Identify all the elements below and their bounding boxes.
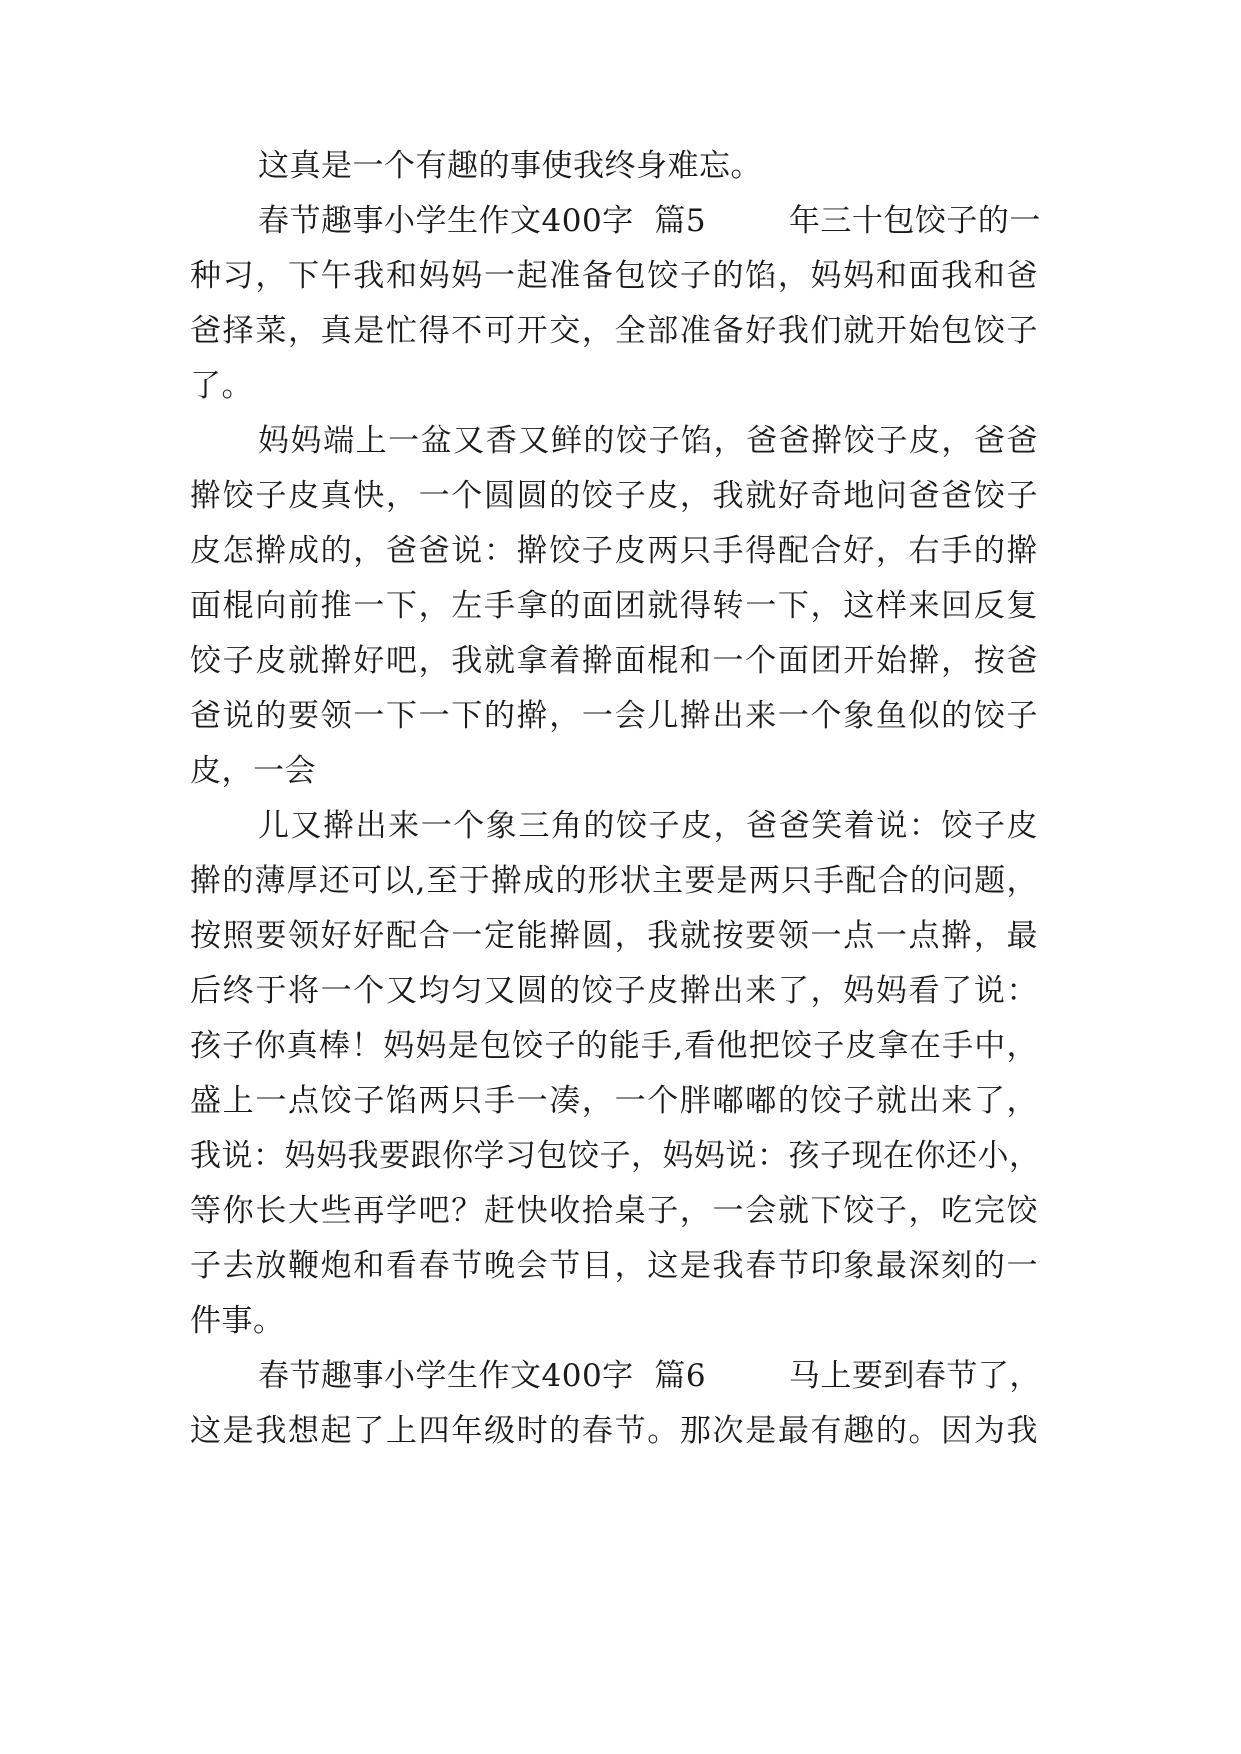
text-line: 皮怎擀成的，爸爸说：擀饺子皮两只手得配合好，右手的擀: [190, 533, 1038, 569]
text-line: 儿又擀出来一个象三角的饺子皮，爸爸笑着说：饺子皮: [258, 808, 1038, 844]
text-line: 爸择菜，真是忙得不可开交，全部准备好我们就开始包饺子: [190, 313, 1038, 349]
text-line: 件事。: [190, 1303, 285, 1339]
text-line: 子去放鞭炮和看春节晚会节目，这是我春节印象最深刻的一: [190, 1248, 1038, 1284]
text-line: 孩子你真棒！妈妈是包饺子的能手,看他把饺子皮拿在手中，: [190, 1028, 1038, 1064]
text-line: 种习，下午我和妈妈一起准备包饺子的馅，妈妈和面我和爸: [190, 258, 1038, 294]
text-line: 爸说的要领一下一下的擀，一会儿擀出来一个象鱼似的饺子: [190, 698, 1038, 734]
text-line: 面棍向前推一下，左手拿的面团就得转一下，这样来回反复: [190, 588, 1038, 624]
text-line: 我说：妈妈我要跟你学习包饺子，妈妈说：孩子现在你还小，: [190, 1138, 1041, 1174]
text-line: 按照要领好好配合一定能擀圆，我就按要领一点一点擀，最: [190, 918, 1038, 954]
text-line: 擀饺子皮真快，一个圆圆的饺子皮，我就好奇地问爸爸饺子: [190, 478, 1038, 514]
text-line: 皮，一会: [190, 753, 316, 789]
text-line: 等你长大些再学吧？赶快收拾桌子，一会就下饺子，吃完饺: [190, 1193, 1038, 1229]
text-line: 后终于将一个又均匀又圆的饺子皮擀出来了，妈妈看了说：: [190, 973, 1038, 1009]
text-line: 这真是一个有趣的事使我终身难忘。: [258, 148, 762, 184]
text-line: 春节趣事小学生作文400字 篇6 马上要到春节了，: [258, 1358, 1041, 1394]
text-line: 妈妈端上一盆又香又鲜的饺子馅，爸爸擀饺子皮，爸爸: [258, 423, 1038, 459]
text-line: 了。: [190, 368, 253, 404]
text-line: 春节趣事小学生作文400字 篇5 年三十包饺子的一: [258, 203, 1041, 239]
text-line: 盛上一点饺子馅两只手一凑，一个胖嘟嘟的饺子就出来了，: [190, 1083, 1038, 1119]
text-line: 这是我想起了上四年级时的春节。那次是最有趣的。因为我: [190, 1413, 1038, 1449]
text-line: 饺子皮就擀好吧，我就拿着擀面棍和一个面团开始擀，按爸: [190, 643, 1038, 679]
text-line: 擀的薄厚还可以,至于擀成的形状主要是两只手配合的问题，: [190, 863, 1038, 899]
